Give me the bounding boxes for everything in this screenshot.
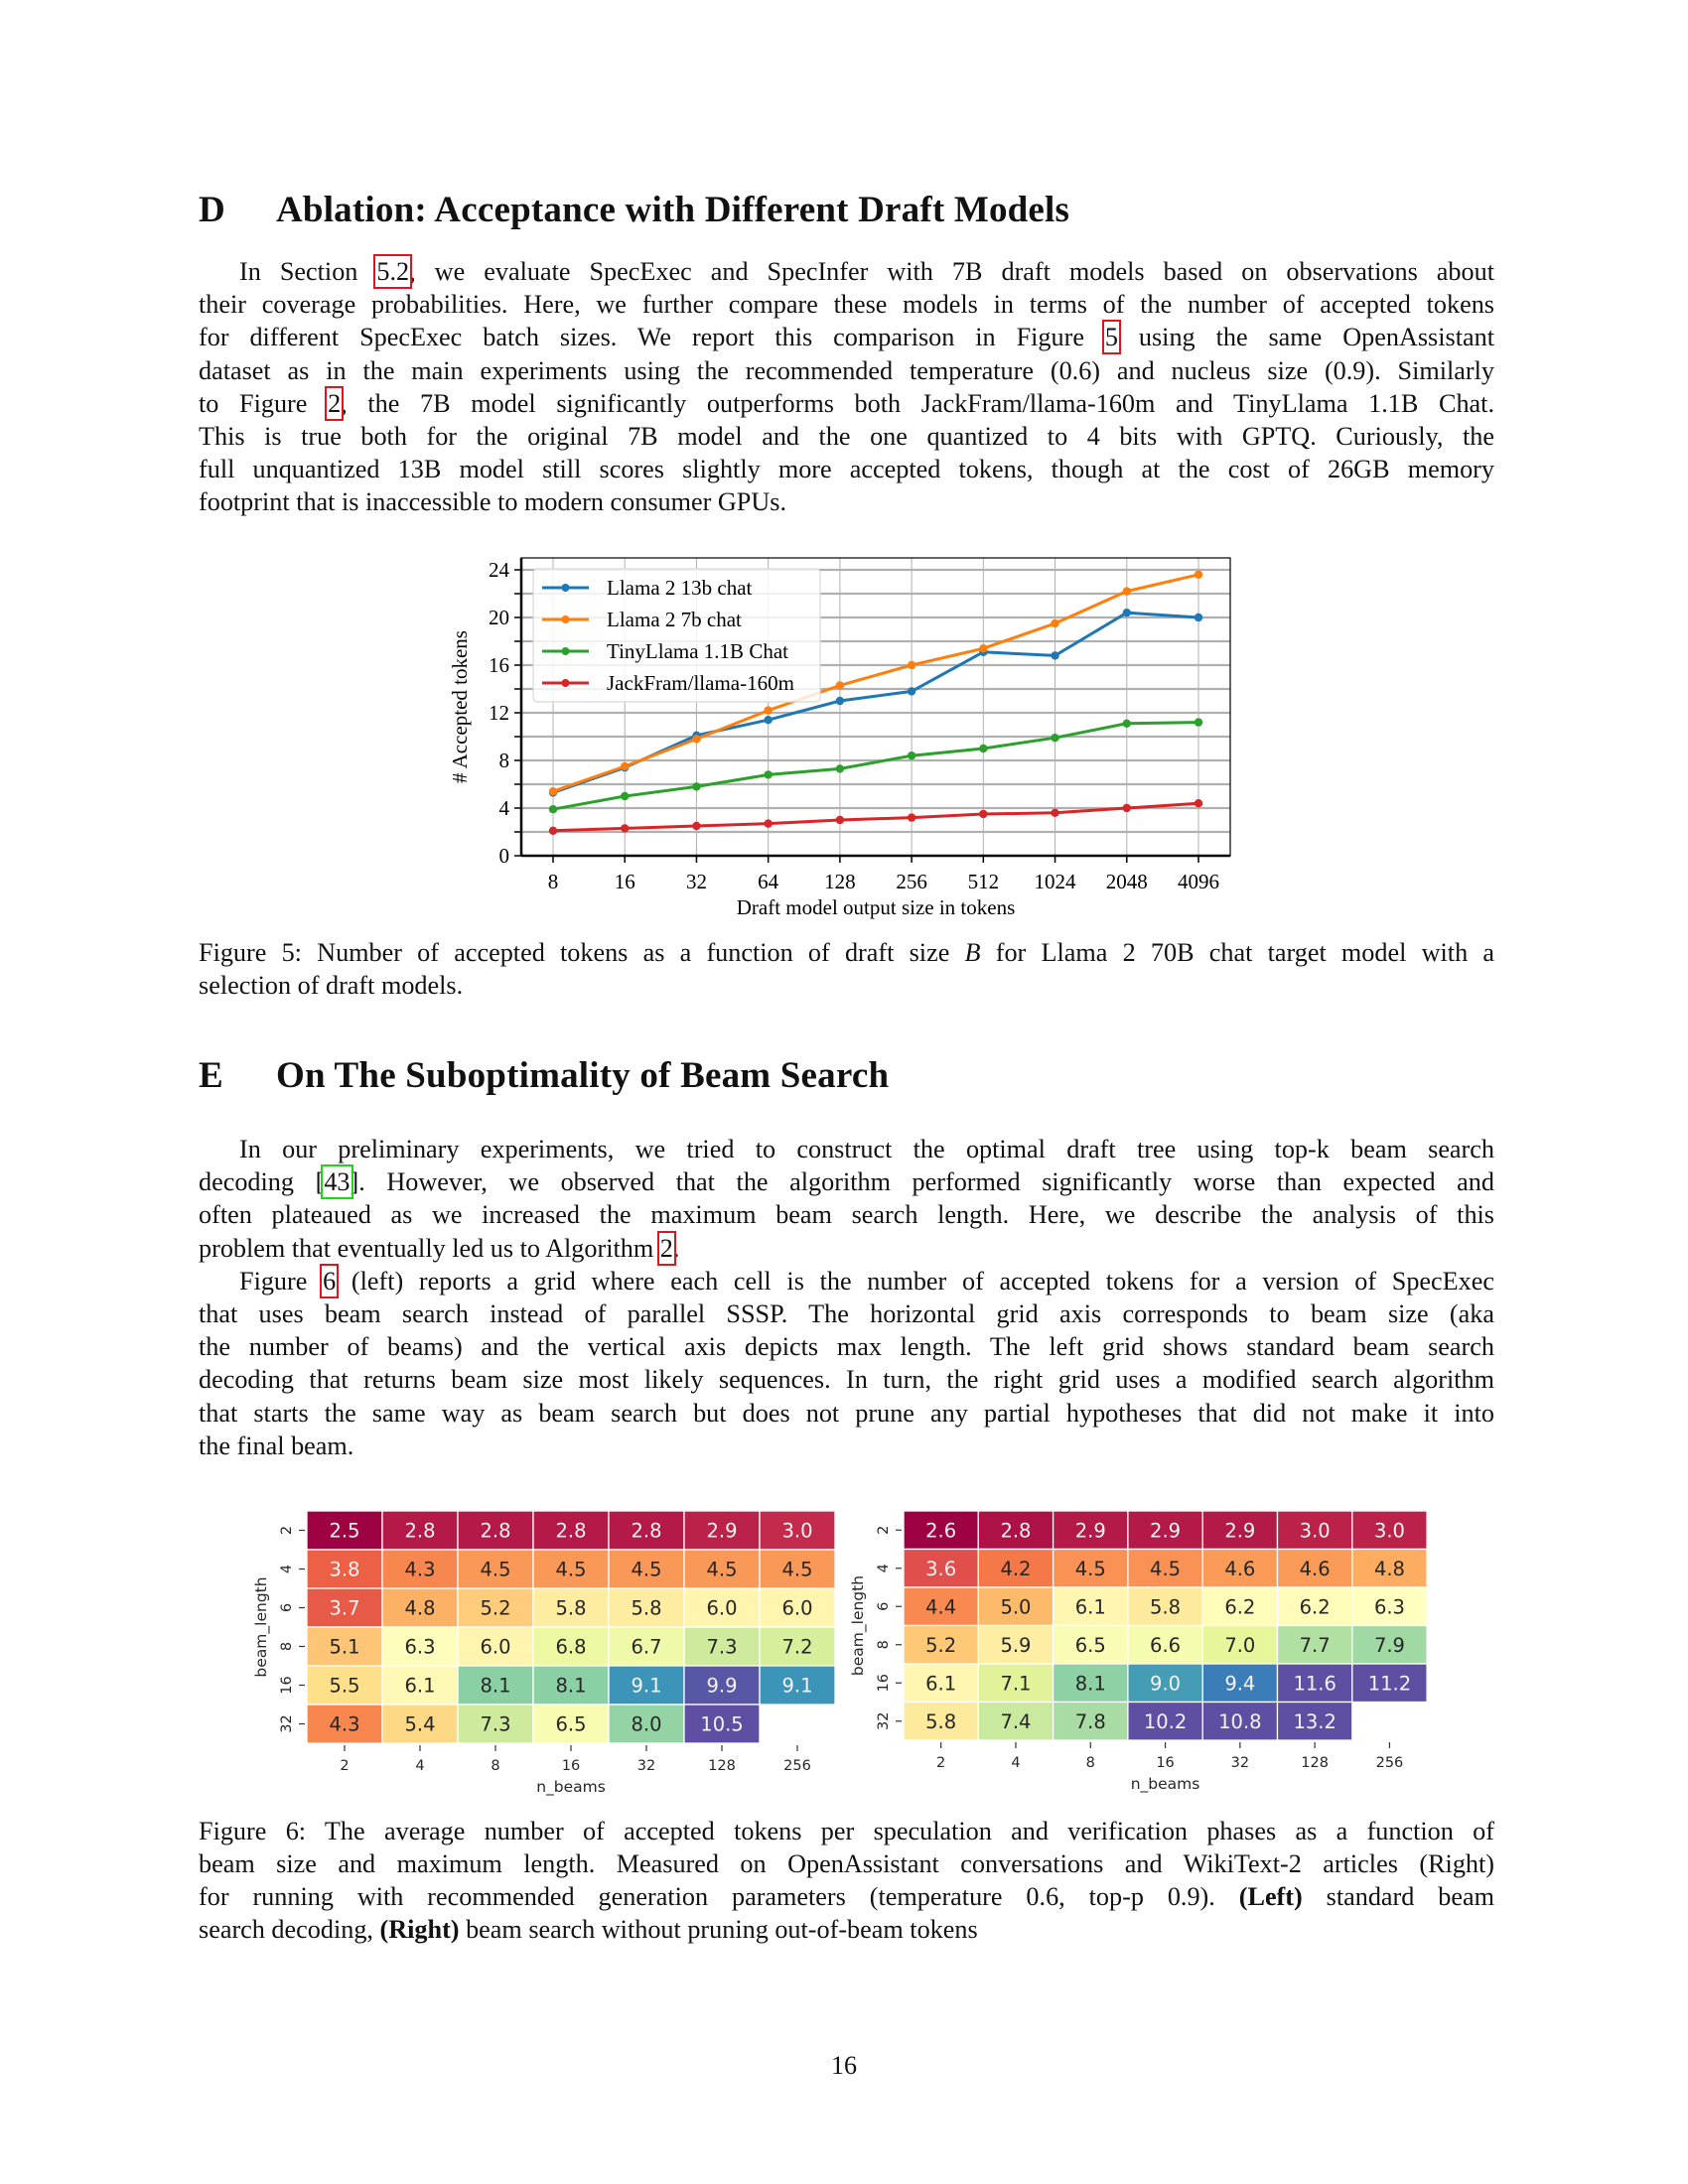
text-run: to Figure (199, 388, 329, 418)
cell-value-label: 10.8 (1218, 1709, 1262, 1733)
cell-value-label: 4.3 (404, 1558, 436, 1581)
text-run: decoding that returns beam size most likely sequences. In turn, the right grid uses a modified search algorithm (199, 1365, 1494, 1395)
cell-value-label: 11.6 (1293, 1672, 1336, 1696)
data-point (908, 813, 915, 821)
y-tick-label: 2 (876, 1525, 892, 1535)
cell-value-label: 7.9 (1373, 1633, 1405, 1657)
cell-value-label: 5.1 (329, 1635, 360, 1659)
cell-value-label: 4.6 (1224, 1557, 1256, 1580)
text-run: . (672, 1233, 680, 1263)
cell-value-label: 7.4 (1000, 1709, 1032, 1733)
cell-value-label: 6.5 (1074, 1633, 1106, 1657)
legend-swatch-marker (562, 679, 570, 687)
cell-value-label: 6.1 (404, 1674, 436, 1698)
cell-value-label: 3.0 (781, 1519, 813, 1543)
cell-value-label: 5.2 (480, 1596, 511, 1620)
cell-value-label: 4.3 (329, 1712, 360, 1736)
cell-value-label: 3.7 (329, 1596, 360, 1620)
text-run: In our preliminary experiments, we tried to construct the optimal draft tree using top-k beam search (239, 1135, 1494, 1163)
data-point (621, 762, 629, 770)
text-run: problem that eventually led us to Algorithm (199, 1233, 660, 1263)
data-point (1123, 609, 1131, 616)
y-axis-label: beam_length (849, 1574, 867, 1677)
text-run: the number of beams) and the vertical axis depicts max length. The left grid shows standard beam search (199, 1332, 1494, 1362)
x-tick-label: 128 (1301, 1755, 1329, 1771)
cell-value-label: 6.5 (555, 1712, 587, 1736)
text-line (199, 1134, 1494, 1165)
data-point (1123, 804, 1131, 812)
cell-value-label: 4.5 (706, 1558, 738, 1581)
text-run: beam size and maximum length. Measured on OpenAssistant conversations and WikiText-2 articles (Right) (199, 1849, 1494, 1878)
data-point (1195, 614, 1202, 621)
heatmap-right (849, 1511, 1427, 1794)
data-point (979, 644, 987, 652)
x-tick-label: 4 (1011, 1755, 1021, 1771)
text-line (199, 1331, 1494, 1363)
text-run: , we evaluate SpecExec and SpecInfer with 7B draft models based on observations about (409, 257, 1494, 286)
series-jackfram-llama-160m (549, 799, 1202, 835)
cell-value-label: 8.0 (631, 1712, 662, 1736)
x-axis-label: Draft model output size in tokens (736, 895, 1016, 919)
citation-link[interactable]: 43 (324, 1167, 351, 1197)
text-line (199, 1848, 1494, 1880)
legend-label: TinyLlama 1.1B Chat (607, 639, 788, 663)
data-point (764, 819, 772, 827)
legend-label: Llama 2 7b chat (607, 608, 742, 631)
data-point (979, 810, 987, 818)
cell-value-label: 5.0 (1000, 1595, 1032, 1619)
cell-value-label: 6.1 (925, 1672, 957, 1696)
text-run: their coverage probabilities. Here, we further compare these models in terms of the number of accepted tokens (199, 290, 1494, 320)
y-axis-label: beam_length (252, 1576, 270, 1678)
x-tick-label: 16 (1156, 1755, 1175, 1771)
data-point (549, 787, 557, 795)
x-tick-label: 512 (967, 870, 1000, 893)
cell-value-label: 2.8 (1000, 1519, 1032, 1543)
y-tick-label: 6 (876, 1601, 892, 1611)
heatmap-left (252, 1511, 835, 1797)
text-run: beam search without pruning out-of-beam tokens (459, 1915, 978, 1944)
text-run: often plateaued as we increased the maximum beam search length. Here, we describe the analysis of this (199, 1200, 1494, 1230)
x-tick-label: 32 (1230, 1755, 1250, 1771)
cell-value-label: 4.6 (1299, 1557, 1331, 1580)
text-run: Figure 6: The average number of accepted tokens per speculation and verification phases as a function of (199, 1817, 1494, 1845)
cell-value-label: 5.8 (1150, 1595, 1182, 1619)
cell-value-label: 4.5 (480, 1558, 511, 1581)
cell-value-label: 5.8 (631, 1596, 662, 1620)
x-axis-label: n_beams (1130, 1775, 1200, 1793)
text-run: for different SpecExec batch sizes. We report this comparison in Figure (199, 323, 1105, 352)
data-point (692, 782, 700, 790)
data-point (1051, 809, 1058, 817)
y-tick-label: 2 (279, 1525, 295, 1536)
y-tick-label: 8 (876, 1640, 892, 1650)
legend-label: Llama 2 13b chat (607, 576, 753, 600)
legend-swatch-marker (562, 584, 570, 592)
data-point (908, 687, 915, 695)
text-run: dataset as in the main experiments using the recommended temperature (0.6) and nucleus size (0.9). Similarly (199, 355, 1494, 385)
cell-value-label: 7.2 (781, 1635, 813, 1659)
x-tick-label: 16 (561, 1758, 581, 1774)
x-tick-label: 1024 (1034, 870, 1076, 893)
cell-value-label: 2.6 (925, 1519, 957, 1543)
section-title: On The Suboptimality of Beam Search (276, 1055, 890, 1096)
cell-value-label: 6.8 (555, 1635, 587, 1659)
y-tick-label: 8 (498, 749, 509, 772)
x-tick-label: 8 (491, 1758, 500, 1774)
data-point (1051, 651, 1058, 659)
text-line (199, 1298, 1494, 1330)
legend (533, 569, 820, 702)
cell-value-label: 6.2 (1299, 1595, 1331, 1619)
data-point (836, 697, 844, 705)
text-line (199, 1364, 1494, 1396)
data-point (1195, 571, 1202, 579)
x-tick-label: 2 (340, 1758, 350, 1774)
text-run: full unquantized 13B model still scores slightly more accepted tokens, though at the cost of 26GB memory (199, 455, 1494, 484)
cell-value-label: 3.6 (925, 1557, 957, 1580)
text-run: decoding [ (199, 1167, 325, 1197)
x-tick-label: 2 (936, 1755, 946, 1771)
bold-label: (Left) (1238, 1882, 1303, 1911)
data-point (836, 681, 844, 689)
cell-value-label: 4.8 (1373, 1557, 1405, 1580)
data-point (979, 745, 987, 752)
cell-value-label: 4.5 (1150, 1557, 1182, 1580)
text-run: standard beam (1302, 1882, 1494, 1911)
text-run: selection of draft models. (199, 971, 464, 1000)
page-number: 16 (831, 2051, 857, 2080)
cell-value-label: 4.5 (555, 1558, 587, 1581)
cell-value-label: 6.7 (631, 1635, 662, 1659)
text-run: This is true both for the original 7B model and the one quantized to 4 bits with GPTQ. Curiously, the (199, 422, 1494, 451)
cross-reference-link[interactable]: 5.2 (376, 257, 410, 286)
text-run: that uses beam search instead of parallel SSSP. The horizontal grid axis corresponds to beam size (aka (199, 1299, 1494, 1328)
cell-value-label: 6.0 (781, 1596, 813, 1620)
x-tick-label: 4 (415, 1758, 425, 1774)
cell-value-label: 2.9 (706, 1519, 738, 1543)
cell-value-label: 7.8 (1074, 1709, 1106, 1733)
text-run: for Llama 2 70B chat target model with a (980, 938, 1494, 967)
data-point (1123, 720, 1131, 728)
cell-value-label: 2.5 (329, 1519, 360, 1543)
text-run: , the 7B model significantly outperforms both JackFram/llama-160m and TinyLlama 1.1B Chat. (341, 388, 1494, 418)
x-tick-label: 256 (783, 1758, 811, 1774)
text-run: (left) reports a grid where each cell is the number of accepted tokens for a version of SpecExec (336, 1266, 1494, 1296)
y-tick-label: 6 (279, 1602, 295, 1613)
data-point (836, 816, 844, 824)
data-point (1051, 734, 1058, 742)
cell-value-label: 9.1 (631, 1674, 662, 1698)
cell-value-label: 7.7 (1299, 1633, 1331, 1657)
y-tick-label: 4 (498, 796, 509, 820)
cell-value-label: 4.8 (404, 1596, 436, 1620)
text-line (199, 1199, 1494, 1231)
cross-reference-link[interactable]: 6 (323, 1266, 337, 1296)
cell-value-label: 6.6 (1150, 1633, 1182, 1657)
cell-value-label: 4.5 (781, 1558, 813, 1581)
text-line (199, 937, 1494, 969)
cell-value-label: 8.1 (480, 1674, 511, 1698)
cell-value-label: 5.5 (329, 1674, 360, 1698)
x-tick-label: 16 (614, 870, 635, 893)
data-point (908, 751, 915, 759)
text-line (199, 1816, 1494, 1847)
x-tick-label: 256 (896, 870, 927, 893)
cell-value-label: 5.2 (925, 1633, 957, 1657)
cell-value-label: 6.0 (706, 1596, 738, 1620)
data-point (908, 661, 915, 669)
cell-value-label: 2.9 (1150, 1519, 1182, 1543)
section-e-heading (199, 1054, 889, 1097)
text-line (199, 1431, 1494, 1462)
cell-value-label: 9.0 (1150, 1672, 1182, 1696)
y-tick-label: 4 (279, 1564, 295, 1574)
cell-value-label: 4.2 (1000, 1557, 1032, 1580)
data-point (549, 827, 557, 835)
x-tick-label: 8 (1085, 1755, 1095, 1771)
cell-value-label: 5.9 (1000, 1633, 1032, 1657)
data-point (1195, 799, 1202, 807)
data-point (764, 706, 772, 714)
cell-value-label: 9.4 (1224, 1672, 1256, 1696)
text-line (199, 970, 1494, 1002)
x-tick-label: 8 (547, 870, 559, 893)
data-point (549, 805, 557, 813)
data-point (764, 770, 772, 778)
text-run: search decoding, (199, 1915, 380, 1944)
cell-value-label: 6.2 (1224, 1595, 1256, 1619)
x-tick-label: 64 (758, 870, 779, 893)
data-point (836, 764, 844, 772)
y-tick-label: 32 (876, 1711, 892, 1730)
text-run: Figure (239, 1266, 324, 1296)
cell-value-label: 2.8 (555, 1519, 587, 1543)
cell-value-label: 7.0 (1224, 1633, 1256, 1657)
y-tick-label: 12 (489, 701, 509, 725)
y-tick-label: 4 (876, 1564, 892, 1573)
cell-value-label: 3.0 (1299, 1519, 1331, 1543)
cell-value-label: 2.8 (631, 1519, 662, 1543)
data-point (1051, 619, 1058, 627)
text-run: In Section (239, 257, 377, 286)
cell-value-label: 13.2 (1293, 1709, 1336, 1733)
cell-value-label: 11.2 (1367, 1672, 1412, 1696)
cell-value-label: 6.3 (1373, 1595, 1405, 1619)
cell-value-label: 8.1 (1074, 1672, 1106, 1696)
data-point (621, 792, 629, 800)
legend-swatch-marker (562, 647, 570, 655)
cell-value-label: 7.3 (706, 1635, 738, 1659)
cell-value-label: 2.8 (404, 1519, 436, 1543)
cell-value-label: 5.8 (925, 1709, 957, 1733)
y-tick-label: 24 (489, 558, 509, 582)
cell-value-label: 7.3 (480, 1712, 511, 1736)
x-tick-label: 128 (708, 1758, 736, 1774)
cell-value-label: 4.5 (631, 1558, 662, 1581)
cell-value-label: 5.8 (555, 1596, 587, 1620)
y-tick-label: 0 (498, 844, 509, 868)
cell-value-label: 6.3 (404, 1635, 436, 1659)
data-point (1195, 718, 1202, 726)
legend-swatch-marker (562, 615, 570, 623)
cell-value-label: 6.1 (1074, 1595, 1106, 1619)
section-number: E (199, 1055, 223, 1096)
cell-value-label: 5.4 (404, 1712, 436, 1736)
text-run: that starts the same way as beam search but does not prune any partial hypotheses that did not make it into (199, 1398, 1494, 1428)
x-tick-label: 128 (824, 870, 856, 893)
text-run: using the same OpenAssistant (1117, 323, 1494, 352)
x-tick-label: 32 (636, 1758, 656, 1774)
data-point (621, 824, 629, 832)
cell-value-label: 2.9 (1224, 1519, 1256, 1543)
data-point (1123, 587, 1131, 595)
y-tick-label: 20 (489, 606, 509, 629)
text-line (199, 1398, 1494, 1430)
cell-value-label: 9.1 (781, 1674, 813, 1698)
data-point (764, 716, 772, 724)
section-title: Ablation: Acceptance with Different Draft Models (276, 190, 1070, 230)
series-tinyllama-1-1b-chat (549, 718, 1202, 813)
cell-value-label: 4.4 (925, 1595, 957, 1619)
cell-value-label: 4.5 (1074, 1557, 1106, 1580)
cell-value-label: 10.2 (1143, 1709, 1188, 1733)
legend-label: JackFram/llama-160m (607, 671, 794, 695)
cell-value-label: 7.1 (1000, 1672, 1032, 1696)
series-line (553, 723, 1198, 810)
math-symbol: B (964, 938, 981, 967)
cell-value-label: 2.8 (480, 1519, 511, 1543)
cell-value-label: 2.9 (1074, 1519, 1106, 1543)
data-point (692, 735, 700, 743)
data-point (692, 822, 700, 830)
text-run: Figure 5: Number of accepted tokens as a function of draft size (199, 938, 965, 967)
text-run: footprint that is inaccessible to modern consumer GPUs. (199, 487, 787, 517)
figure-6-heatmaps (0, 1469, 1688, 1817)
cross-reference-link[interactable]: 2 (328, 388, 342, 418)
y-tick-label: 16 (279, 1676, 295, 1695)
x-tick-label: 32 (685, 870, 707, 893)
cell-value-label: 10.5 (700, 1712, 744, 1736)
y-tick-label: 32 (279, 1714, 295, 1733)
text-line (199, 1914, 1494, 1946)
bold-label: (Right) (379, 1915, 460, 1944)
x-tick-label: 4096 (1178, 870, 1219, 893)
cell-value-label: 3.8 (329, 1558, 360, 1581)
text-line (199, 1166, 1494, 1198)
y-tick-label: 16 (489, 653, 509, 677)
cross-reference-link[interactable]: 2 (659, 1233, 673, 1263)
cell-value-label: 3.0 (1373, 1519, 1405, 1543)
text-run: ]. However, we observed that the algorithm performed significantly worse than expected and (350, 1167, 1494, 1197)
cell-value-label: 6.0 (480, 1635, 511, 1659)
y-tick-label: 8 (279, 1641, 295, 1652)
cell-value-label: 9.9 (706, 1674, 738, 1698)
figure-5-line-chart (0, 0, 1688, 953)
cross-reference-link[interactable]: 5 (1104, 323, 1118, 352)
text-run: for running with recommended generation parameters (temperature 0.6, top-p 0.9). (199, 1882, 1239, 1911)
x-tick-label: 2048 (1105, 870, 1148, 893)
cell-value-label: 8.1 (555, 1674, 587, 1698)
text-line (199, 1233, 1494, 1265)
x-axis-label: n_beams (536, 1778, 606, 1796)
text-line (199, 1881, 1494, 1913)
section-number: D (199, 190, 225, 230)
x-tick-label: 256 (1375, 1755, 1404, 1771)
y-tick-label: 16 (876, 1674, 892, 1693)
text-run: the final beam. (199, 1431, 354, 1460)
text-line (199, 1266, 1494, 1297)
y-axis-label: # Accepted tokens (448, 630, 472, 783)
